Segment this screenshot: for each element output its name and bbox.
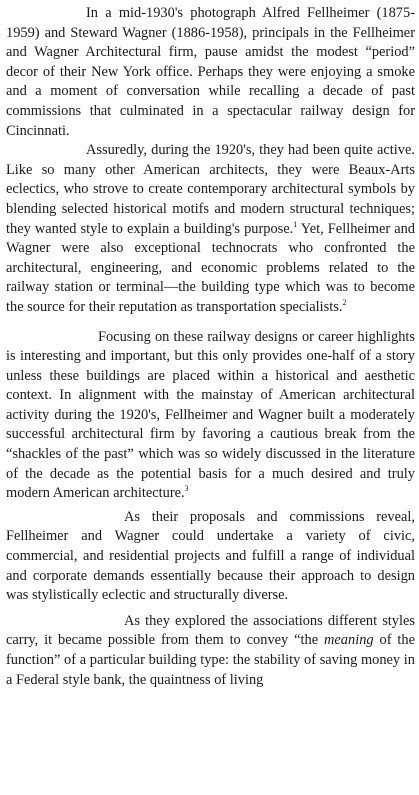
footnote-ref-2: 2 [342, 298, 347, 308]
paragraph-4-text: As their proposals and commissions reveal, Fellheimer and Wagner could undertake a variety of civic, commercial, and residential projects and fulfill a range of individual and corporate demands essentially because their approach to design was stylistically eclectic and structurally diverse. [6, 508, 415, 604]
paragraph-5-emphasis: meaning [324, 632, 374, 649]
paragraph-3-text: Focusing on these railway designs or career highlights is interesting and important, but this only provides one-half of a story unless these buildings are placed within a historical and aesthetic context. In alignment with the mainstay of American architectural activity during the 1920's, Fellheimer and Wagner built a moderately successful architectural firm by favoring a cautious break from the “shackles of the past” which was so widely discussed in the literature of the decade as the potential basis for a much desired and truly modern American architecture. [6, 328, 415, 502]
paragraph-1-text: In a mid-1930's photograph Alfred Fellheimer (1875-1959) and Steward Wagner (1886-1958), principals in the Fellheimer and Wagner Architectural firm, pause amidst the modest “period” decor of their New York office. Perhaps they were enjoying a smoke and a moment of conversation while recalling a decade of past commissions that culminated in a spectacular railway design for Cincinnati. [6, 5, 415, 139]
paragraph-2-text-b: Yet, Fellheimer and Wagner were also exceptional technocrats who confronted the architectural, engineering, and economic problems related to the railway station or terminal—the building type which was to become the source for their reputation as transportation specialists. [6, 220, 415, 315]
paragraph-5-text-a: As they explored the associations different styles carry, it became possible from them to convey “the [6, 612, 415, 649]
footnote-ref-3: 3 [184, 484, 189, 494]
paragraph-2 [6, 141, 415, 317]
paragraph-2-text-a: Assuredly, during the 1920's, they had been quite active. Like so many other American architects, they were Beaux-Arts eclectics, who strove to create contemporary architectural symbols by blending selected historical motifs and modern structural techniques; they wanted style to explain a building's purpose. [6, 142, 415, 237]
paragraph-3 [6, 328, 415, 504]
paragraph-4 [6, 508, 415, 606]
paragraph-1 [6, 4, 415, 141]
footnote-ref-1: 1 [293, 219, 298, 229]
paragraph-5 [6, 612, 415, 690]
paragraph-5-text-b: of the function” of a particular building type: the stability of saving money in a Federal style bank, the quaintness of living [6, 632, 415, 688]
